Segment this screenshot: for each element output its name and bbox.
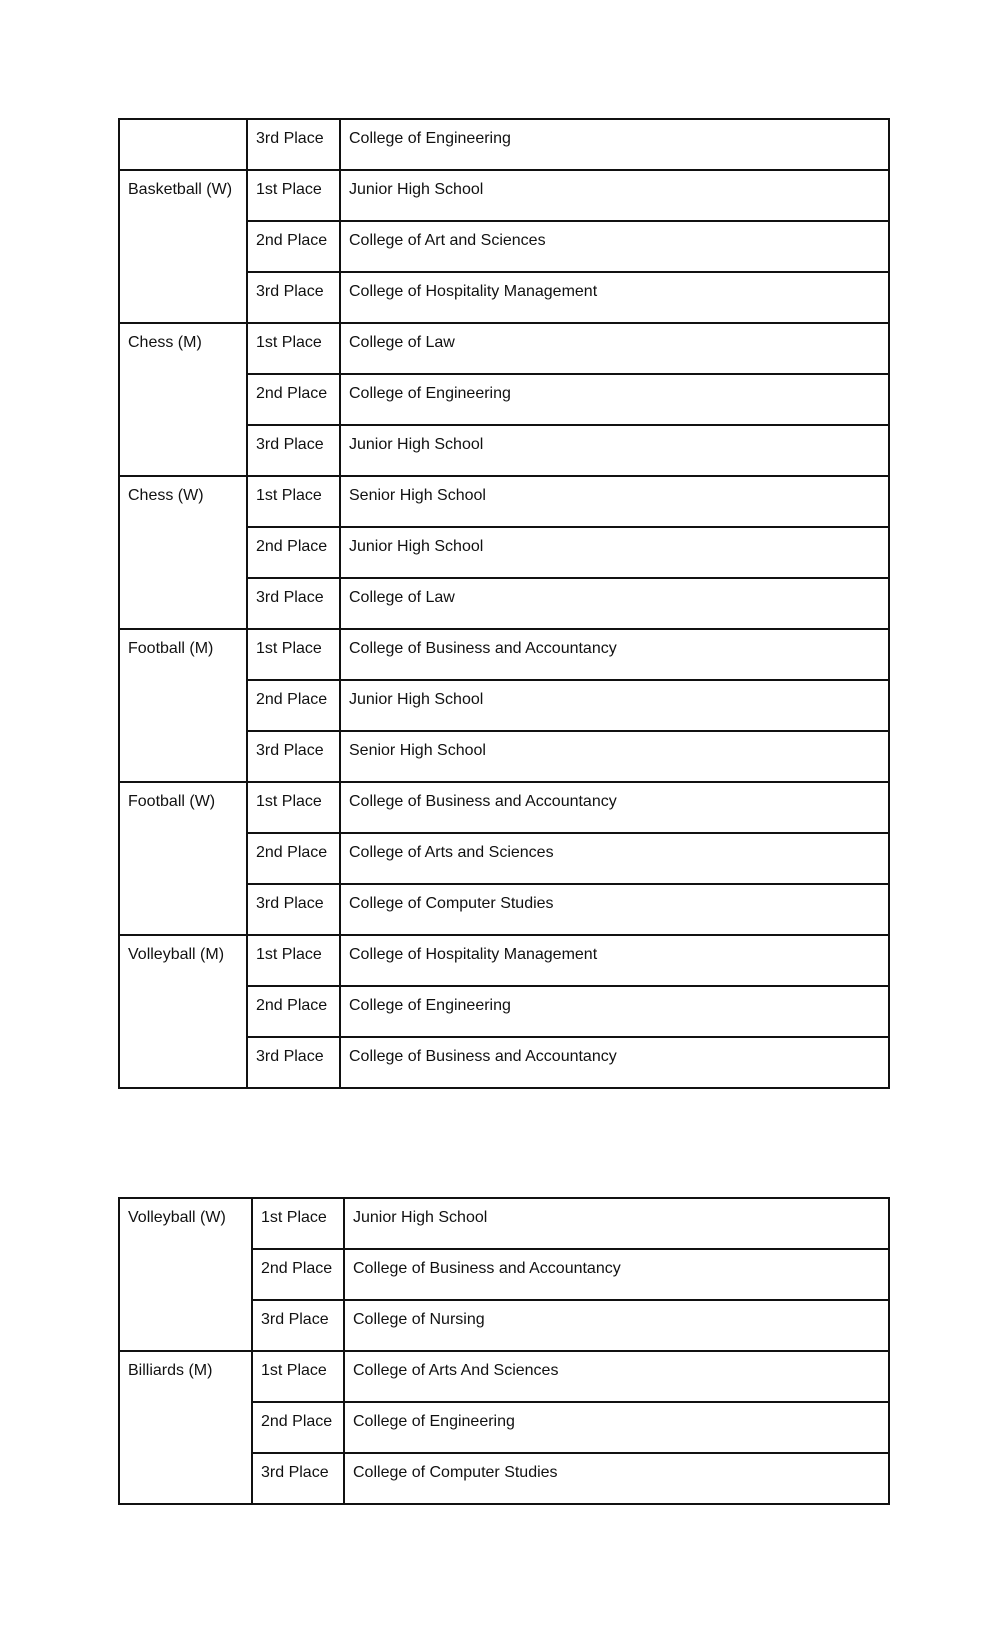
team-cell: College of Business and Accountancy (340, 782, 889, 833)
place-cell: 2nd Place (247, 833, 340, 884)
team-cell: College of Computer Studies (344, 1453, 889, 1504)
team-cell: College of Hospitality Management (340, 935, 889, 986)
place-cell: 1st Place (247, 782, 340, 833)
team-cell: College of Engineering (344, 1402, 889, 1453)
place-cell: 3rd Place (247, 884, 340, 935)
team-cell: College of Law (340, 578, 889, 629)
team-cell: Junior High School (340, 425, 889, 476)
team-cell: Junior High School (340, 527, 889, 578)
team-cell: Senior High School (340, 476, 889, 527)
team-cell: College of Arts and Sciences (340, 833, 889, 884)
place-cell: 3rd Place (252, 1453, 344, 1504)
place-cell: 3rd Place (247, 119, 340, 170)
place-cell: 2nd Place (247, 374, 340, 425)
event-cell: Volleyball (M) (119, 935, 247, 1088)
team-cell: College of Engineering (340, 986, 889, 1037)
table-row (119, 782, 889, 833)
place-cell: 2nd Place (247, 680, 340, 731)
place-cell: 3rd Place (247, 425, 340, 476)
place-cell: 1st Place (252, 1351, 344, 1402)
team-cell: College of Business and Accountancy (340, 1037, 889, 1088)
table-row (119, 1351, 889, 1402)
place-cell: 2nd Place (247, 986, 340, 1037)
place-cell: 2nd Place (252, 1249, 344, 1300)
table-row (119, 119, 889, 170)
place-cell: 2nd Place (247, 527, 340, 578)
event-cell: Billiards (M) (119, 1351, 252, 1504)
table-row (119, 935, 889, 986)
event-cell (119, 119, 247, 170)
place-cell: 3rd Place (247, 578, 340, 629)
place-cell: 1st Place (247, 629, 340, 680)
team-cell: Junior High School (344, 1198, 889, 1249)
event-cell: Volleyball (W) (119, 1198, 252, 1351)
team-cell: Senior High School (340, 731, 889, 782)
table-row (119, 1198, 889, 1249)
team-cell: College of Business and Accountancy (344, 1249, 889, 1300)
place-cell: 2nd Place (252, 1402, 344, 1453)
team-cell: College of Arts And Sciences (344, 1351, 889, 1402)
results-table-1 (118, 118, 890, 1089)
place-cell: 1st Place (247, 170, 340, 221)
results-table-body (119, 1198, 889, 1504)
place-cell: 3rd Place (247, 1037, 340, 1088)
place-cell: 2nd Place (247, 221, 340, 272)
results-table-body (119, 119, 889, 1088)
place-cell: 1st Place (247, 323, 340, 374)
team-cell: Junior High School (340, 170, 889, 221)
place-cell: 1st Place (247, 476, 340, 527)
table-row (119, 170, 889, 221)
table-row (119, 629, 889, 680)
team-cell: College of Engineering (340, 374, 889, 425)
event-cell: Chess (W) (119, 476, 247, 629)
team-cell: Junior High School (340, 680, 889, 731)
team-cell: College of Art and Sciences (340, 221, 889, 272)
team-cell: College of Business and Accountancy (340, 629, 889, 680)
event-cell: Football (W) (119, 782, 247, 935)
event-cell: Football (M) (119, 629, 247, 782)
table-row (119, 323, 889, 374)
place-cell: 3rd Place (247, 731, 340, 782)
results-table-2 (118, 1197, 890, 1505)
team-cell: College of Nursing (344, 1300, 889, 1351)
place-cell: 1st Place (252, 1198, 344, 1249)
place-cell: 3rd Place (247, 272, 340, 323)
table-row (119, 476, 889, 527)
team-cell: College of Hospitality Management (340, 272, 889, 323)
team-cell: College of Computer Studies (340, 884, 889, 935)
place-cell: 1st Place (247, 935, 340, 986)
place-cell: 3rd Place (252, 1300, 344, 1351)
event-cell: Chess (M) (119, 323, 247, 476)
event-cell: Basketball (W) (119, 170, 247, 323)
team-cell: College of Engineering (340, 119, 889, 170)
team-cell: College of Law (340, 323, 889, 374)
